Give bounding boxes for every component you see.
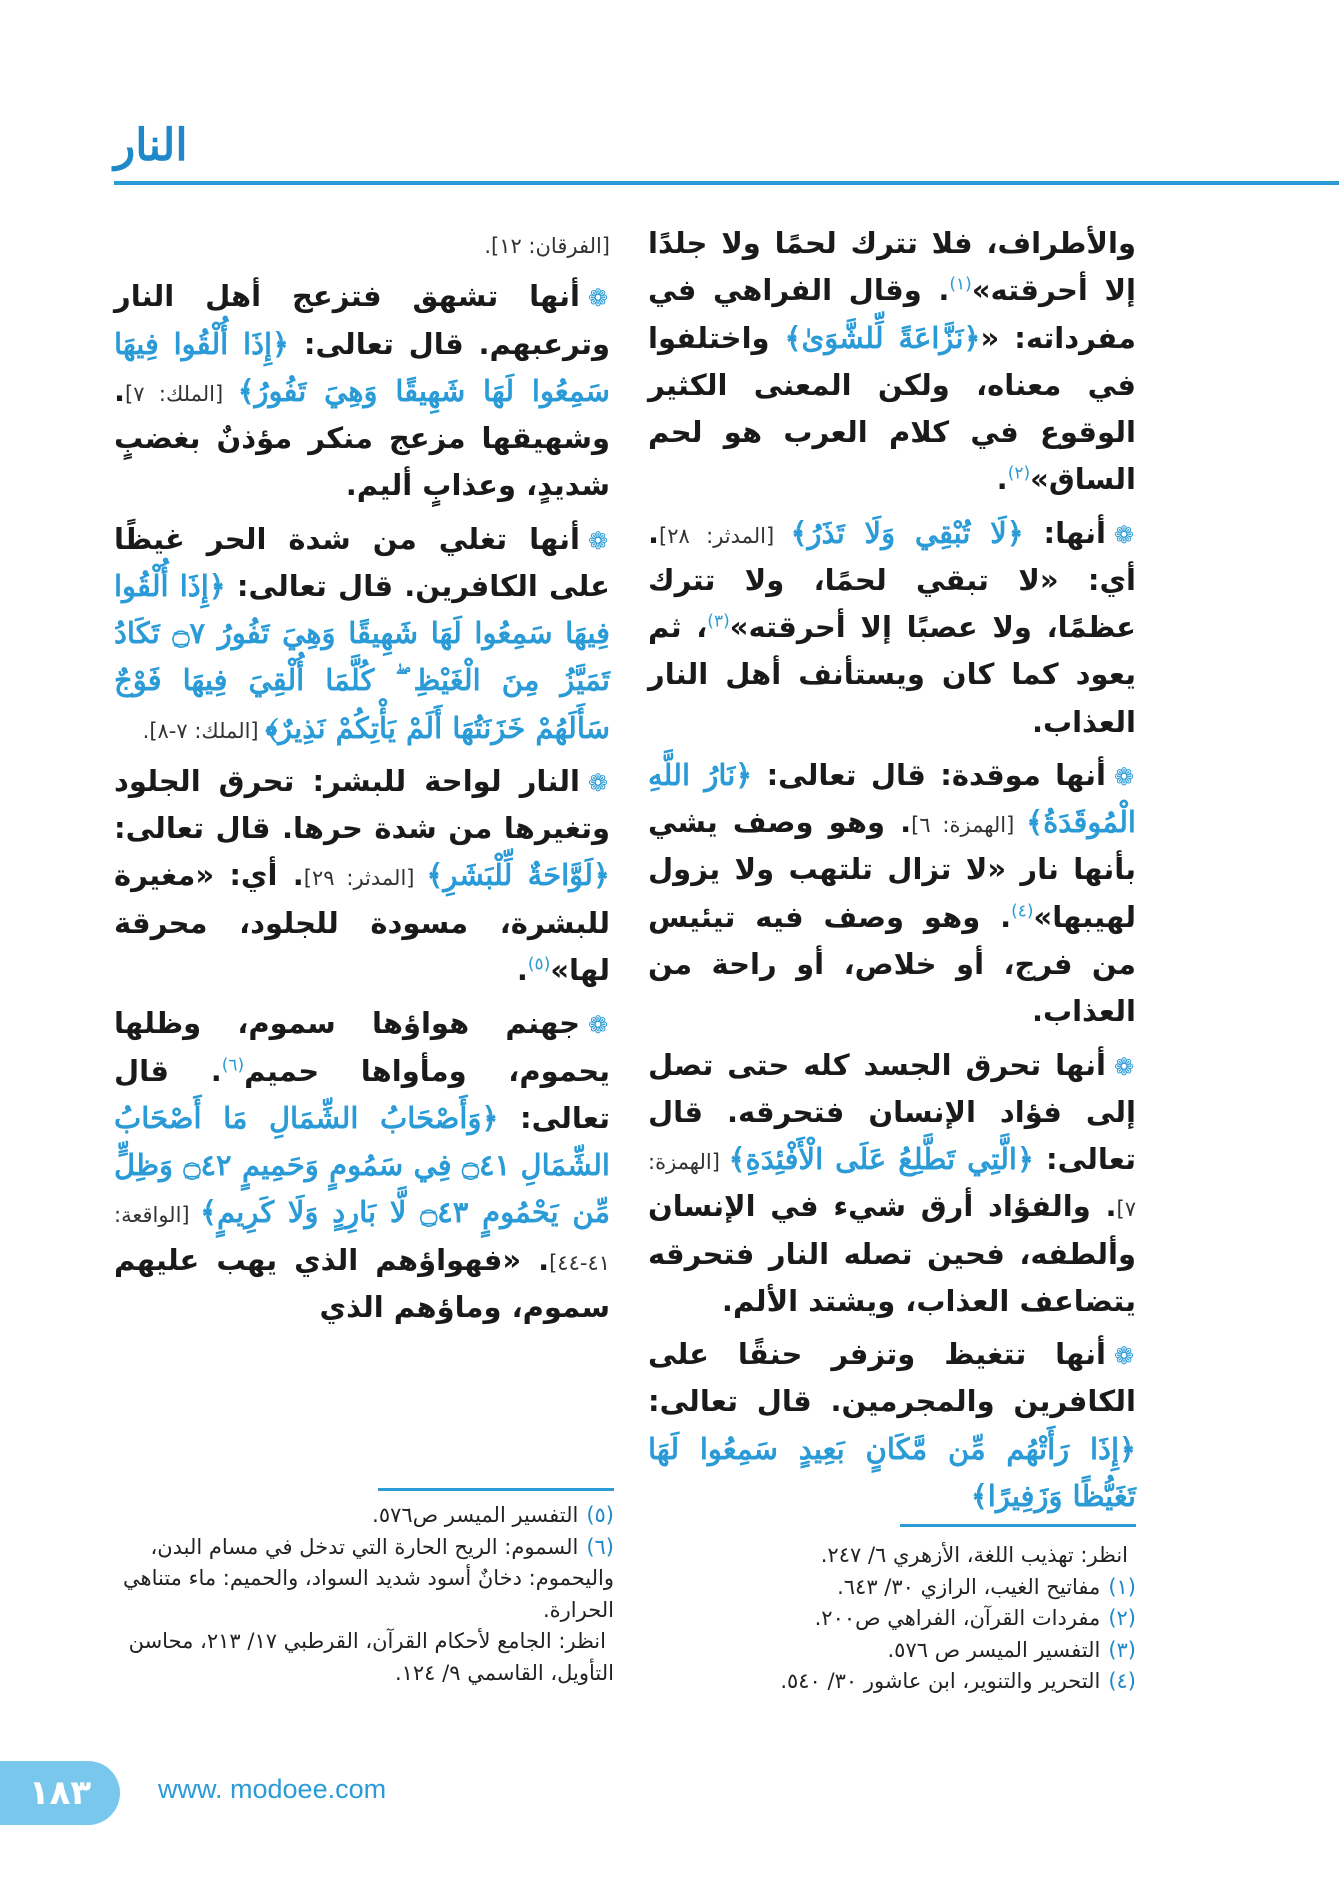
header-divider: [114, 181, 1339, 185]
quran-verse: ﴿لَوَّاحَةٌ لِّلْبَشَرِ﴾: [426, 858, 610, 893]
list-item: ❁أنها موقدة: قال تعالى: ﴿نَارُ اللَّهِ الْمُوقَدَةُ﴾ [الهمزة: ٦]. وهو وصف يشي بأنها نار «لا تزال تلتهب ولا يزول لهيبها»$^{(٤)}$. وهو وصف فيه تيئيس من فرج، أو خلاص، أو راحة من العذاب.: [648, 757, 1136, 1029]
list-item: ❁أنها تشهق فتزعج أهل النار وترعبهم. قال تعالى: ﴿إِذَا أُلْقُوا فِيهَا سَمِعُوا لَهَا شَهِيقًا وَهِيَ تَفُورُ﴾ [الملك: ٧]. وشهيقها مزعج منكر مؤذنٌ بغضبٍ شديدٍ، وعذابٍ أليم.: [114, 279, 610, 503]
page-title: النار: [114, 120, 188, 171]
footnote: (٦)السموم: الريح الحارة التي تدخل في مسام البدن، واليحموم: دخانٌ أسود شديد السواد، والحميم: ماء متناهي الحرارة.: [123, 1534, 614, 1622]
list-item: ❁أنها تحرق الجسد كله حتى تصل إلى فؤاد الإنسان فتحرقه. قال تعالى: ﴿الَّتِي تَطَّلِعُ عَلَى الْأَفْئِدَةِ﴾ [الهمزة: ٧]. والفؤاد أرق شيء في الإنسان وألطفه، فحين تصله النار فتحرقه يتضاعف العذاب، ويشتد الألم.: [648, 1047, 1136, 1318]
flower-bullet-icon: ❁: [587, 526, 609, 555]
quran-verse: ﴿إِذَا رَأَتْهُم مِّن مَّكَانٍ بَعِيدٍ سَمِعُوا لَهَا تَغَيُّظًا وَزَفِيرًا﴾: [648, 1431, 1136, 1513]
paragraph: والأطراف، فلا تترك لحمًا ولا جلدًا إلا أحرقته»$^{(١)}$. وقال الفراهي في مفرداته: «﴿نَزَّاعَةً لِّلشَّوَىٰ﴾ واختلفوا في معناه، ولكن المعنى الكثير الوقوع في كلام العرب هو لحم الساق»$^{(٢)}$.: [648, 226, 1136, 497]
quran-verse: ﴿إِذَا أُلْقُوا فِيهَا سَمِعُوا لَهَا شَهِيقًا وَهِيَ تَفُورُ﴾: [114, 326, 610, 408]
quran-verse: ﴿إِذَا أُلْقُوا فِيهَا سَمِعُوا لَهَا شَهِيقًا وَهِيَ تَفُورُ ۝٧ تَكَادُ تَمَيَّزُ مِنَ الْغَيْظِ ۖ كُلَّمَا أُلْقِيَ فِيهَا فَوْجٌ سَأَلَهُمْ خَزَنَتُهَا أَلَمْ يَأْتِكُمْ نَذِيرٌ﴾: [114, 568, 610, 745]
page-number: ١٨٣: [0, 1761, 120, 1825]
footnote: (٤)التحرير والتنوير، ابن عاشور ٣٠/ ٥٤٠.: [780, 1669, 1136, 1693]
flower-bullet-icon: ❁: [587, 768, 609, 797]
flower-bullet-icon: ❁: [587, 284, 609, 313]
list-item: ❁أنها تغلي من شدة الحر غيظًا على الكافرين. قال تعالى: ﴿إِذَا أُلْقُوا فِيهَا سَمِعُوا لَهَا شَهِيقًا وَهِيَ تَفُورُ ۝٧ تَكَادُ تَمَيَّزُ مِنَ الْغَيْظِ ۖ كُلَّمَا أُلْقِيَ فِيهَا فَوْجٌ سَأَلَهُمْ خَزَنَتُهَا أَلَمْ يَأْتِكُمْ نَذِيرٌ﴾ [الملك: ٧-٨].: [114, 521, 610, 745]
quran-verse: ﴿نَارُ اللَّهِ الْمُوقَدَةُ﴾: [648, 757, 1136, 840]
right-column: [648, 220, 1136, 1526]
footnote: (١)مفاتيح الغيب، الرازي ٣٠/ ٦٤٣.: [837, 1574, 1136, 1599]
website-link[interactable]: www. modoee.com: [158, 1774, 387, 1804]
list-item: ❁أنها تتغيظ وتزفر حنقًا على الكافرين والمجرمين. قال تعالى: ﴿إِذَا رَأَتْهُم مِّن مَّكَانٍ بَعِيدٍ سَمِعُوا لَهَا تَغَيُّظًا وَزَفِيرًا﴾: [648, 1337, 1136, 1513]
footnote-divider-left: [378, 1488, 614, 1491]
footnotes-left: [114, 1500, 614, 1689]
quran-verse: ﴿لَا تُبْقِي وَلَا تَذَرُ﴾: [790, 515, 1024, 550]
footnote: انظر: تهذيب اللغة، الأزهري ٦/ ٢٤٧.: [820, 1543, 1128, 1567]
paragraph: [الفرقان: ١٢].: [484, 234, 610, 258]
quran-verse: ﴿الَّتِي تَطَّلِعُ عَلَى الْأَفْئِدَةِ﴾: [728, 1142, 1034, 1177]
footnotes-right: [680, 1540, 1136, 1698]
flower-bullet-icon: ❁: [587, 1011, 609, 1040]
flower-bullet-icon: ❁: [1113, 762, 1135, 791]
list-item: ❁النار لواحة للبشر: تحرق الجلود وتغيرها من شدة حرها. قال تعالى: ﴿لَوَّاحَةٌ لِّلْبَشَرِ﴾ [المدثر: ٢٩]. أي: «مغيرة للبشرة، مسودة للجلود، محرقة لها»$^{(٥)}$.: [114, 763, 610, 987]
list-item: ❁جهنم هواؤها سموم، وظلها يحموم، ومأواها حميم$^{(٦)}$. قال تعالى: ﴿وَأَصْحَابُ الشِّمَالِ مَا أَصْحَابُ الشِّمَالِ ۝٤١ فِي سَمُومٍ وَحَمِيمٍ ۝٤٢ وَظِلٍّ مِّن يَحْمُومٍ ۝٤٣ لَّا بَارِدٍ وَلَا كَرِيمٍ﴾ [الواقعة: ٤١-٤٤]. «فهواؤهم الذي يهب عليهم سموم، وماؤهم الذي: [114, 1006, 611, 1324]
flower-bullet-icon: ❁: [1113, 520, 1135, 549]
footnote: (٢)مفردات القرآن، الفراهي ص٢٠٠.: [814, 1606, 1136, 1630]
quran-verse: ﴿وَأَصْحَابُ الشِّمَالِ مَا أَصْحَابُ الشِّمَالِ ۝٤١ فِي سَمُومٍ وَحَمِيمٍ ۝٤٢ وَظِلٍّ مِّن يَحْمُومٍ ۝٤٣ لَّا بَارِدٍ وَلَا كَرِيمٍ﴾: [114, 1100, 611, 1230]
footnote: (٥)التفسير الميسر ص٥٧٦.: [372, 1503, 614, 1527]
footnote-divider-right: [900, 1524, 1136, 1527]
quran-verse: ﴿نَزَّاعَةً لِّلشَّوَىٰ﴾: [784, 320, 981, 355]
footnote: انظر: الجامع لأحكام القرآن، القرطبي ١٧/ ٢١٣، محاسن التأويل، القاسمي ٩/ ١٢٤.: [128, 1629, 614, 1685]
flower-bullet-icon: ❁: [1113, 1342, 1135, 1371]
left-column: [114, 220, 610, 1337]
flower-bullet-icon: ❁: [1113, 1052, 1135, 1081]
list-item: ❁أنها: ﴿لَا تُبْقِي وَلَا تَذَرُ﴾ [المدثر: ٢٨]. أي: «لا تبقي لحمًا، ولا تترك عظمًا، ولا عصبًا إلا أحرقته»$^{(٣)}$، ثم يعود كما كان ويستأنف أهل النار العذاب.: [648, 515, 1136, 739]
footnote: (٣)التفسير الميسر ص ٥٧٦.: [887, 1637, 1136, 1662]
